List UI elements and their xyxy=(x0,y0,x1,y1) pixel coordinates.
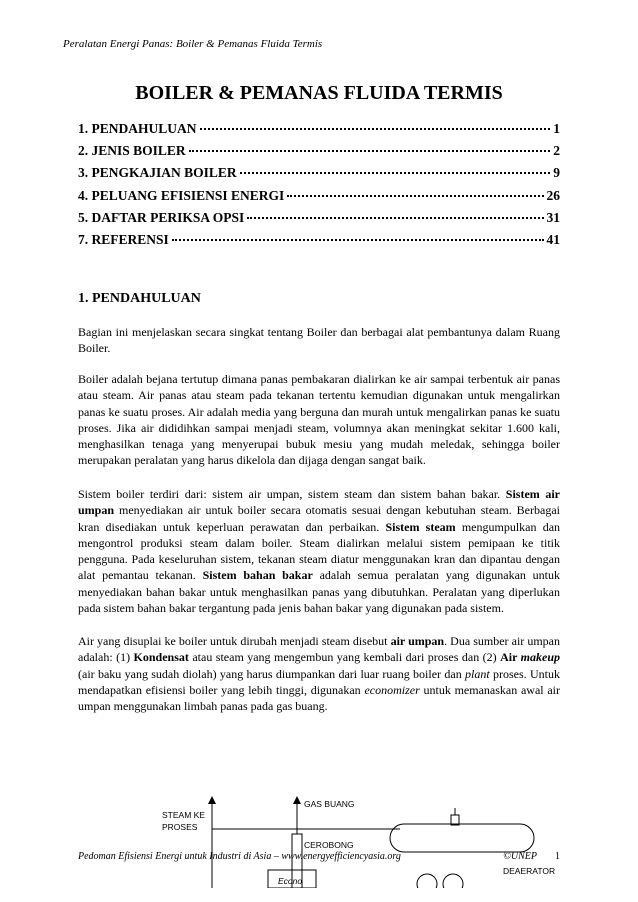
section-heading: 1. PENDAHULUAN xyxy=(78,291,201,306)
boiler-system-diagram xyxy=(0,788,638,888)
toc-entry-label: 7. REFERENSI xyxy=(78,231,169,247)
text-run: Sistem boiler terdiri dari: sistem air umpan, sistem steam dan sistem bahan bakar. xyxy=(78,487,506,501)
paragraph-feed-water xyxy=(78,633,560,714)
text-run: (air baku yang sudah diolah) yang harus diumpankan dari luar ruang boiler dan xyxy=(78,666,466,681)
toc-leader-dots xyxy=(200,128,551,130)
table-of-contents xyxy=(78,121,560,254)
text-run: adalah semua peralatan yang digunakan untuk menyediakan bahan bakar untuk menghasilkan panas yang dibutuhkan. Peralatan yang diperlukan pada sistem bahan bakar tergantung pada jenis bahan bakar yang digunakan pada sistem. xyxy=(78,568,560,616)
toc-leader-dots xyxy=(240,172,551,174)
running-header: Peralatan Energi Panas: Boiler & Pemanas Fluida Termis xyxy=(63,38,323,50)
bold-term: Sistem air umpan xyxy=(78,487,560,518)
toc-leader-dots xyxy=(247,217,543,219)
chimney-label: CEROBONG xyxy=(304,840,354,850)
economizer-label: Econo xyxy=(278,876,303,886)
document-title: BOILER & PEMANAS FLUIDA TERMIS xyxy=(135,82,503,104)
paragraph-boiler-system xyxy=(78,486,560,616)
footer-organization: ©UNEP xyxy=(503,851,537,862)
toc-entry-page: 1 xyxy=(553,121,560,136)
text-run: . Dua sumber air umpan adalah: (1) xyxy=(78,634,560,665)
italic-term: plant xyxy=(465,666,490,681)
deaerator-tank xyxy=(390,824,534,852)
toc-entry[interactable] xyxy=(78,121,560,143)
toc-entry-label: 1. PENDAHULUAN xyxy=(78,121,197,136)
arrow-up-icon xyxy=(208,796,216,804)
page-footer xyxy=(78,851,560,862)
toc-entry-label: 3. PENGKAJIAN BOILER xyxy=(78,165,237,181)
paragraph-boiler-definition: Boiler adalah bejana tertutup dimana panas pembakaran dialirkan ke air sampai terbentuk air panas atau steam. Air panas atau steam pada tekanan tertentu kemudian digunakan untuk mengalirkan panas ke suatu proses. Air adalah media yang berguna dan murah untuk mengalirkan panas ke suatu proses. Jika air dididihkan sampai menjadi steam, volumnya akan meningkat sekitar 1.600 kali, menghasilkan tenaga yang menyerupai bubuk mesiu yang mudah meledak, sehingga boiler merupakan peralatan yang harus dikelola dan dijaga dengan sangat baik. xyxy=(78,372,560,468)
toc-entry-label: 5. DAFTAR PERIKSA OPSI xyxy=(78,209,245,225)
bold-term: Sistem bahan bakar xyxy=(202,568,313,583)
toc-leader-dots xyxy=(189,150,551,152)
italic-term: economizer xyxy=(364,682,420,697)
toc-leader-dots xyxy=(172,239,544,241)
bold-italic-term: makeup xyxy=(520,650,561,665)
toc-entry[interactable] xyxy=(78,232,560,254)
text-run: untuk memanaskan awal air umpan menggunakan limbah panas pada gas buang. xyxy=(78,682,560,714)
arrow-up-icon xyxy=(293,796,301,804)
toc-entry[interactable] xyxy=(78,165,560,187)
toc-entry-page: 41 xyxy=(546,231,560,247)
bold-term: air umpan xyxy=(390,634,445,648)
toc-entry-page: 26 xyxy=(546,187,560,203)
toc-entry-label: 4. PELUANG EFISIENSI ENERGI xyxy=(78,187,285,203)
toc-entry[interactable] xyxy=(78,188,560,210)
toc-entry-page: 31 xyxy=(546,209,560,225)
toc-entry-page: 2 xyxy=(553,143,560,159)
steam-to-process-label: PROSES xyxy=(162,822,198,832)
toc-entry-page: 9 xyxy=(553,165,560,181)
bold-term: Air xyxy=(500,650,521,665)
deaerator-label: DEAERATOR xyxy=(503,866,556,876)
bold-term: Kondensat xyxy=(133,650,189,665)
toc-entry-label: 2. JENIS BOILER xyxy=(78,143,186,159)
toc-entry[interactable] xyxy=(78,210,560,232)
text-run: menyediakan air untuk boiler secara otomatis sesuai dengan kebutuhan steam. Berbagai kran disediakan untuk keperluan perawatan dan perbaikan. xyxy=(78,503,560,534)
pump-icon xyxy=(443,874,463,888)
page-number: 1 xyxy=(555,851,560,862)
text-run: mengumpulkan dan mengontrol produksi steam dalam boiler. Steam dialirkan melalui sistem pemipaan ke titik pengguna. Pada keseluruhan sistem, tekanan steam diatur menggunakan kran dan dipantau dengan alat pemantau tekanan. xyxy=(78,519,561,583)
exhaust-gas-label: GAS BUANG xyxy=(304,799,355,809)
text-run: Air yang disuplai ke boiler untuk dirubah menjadi steam disebut xyxy=(78,634,391,648)
paragraph-intro: Bagian ini menjelaskan secara singkat tentang Boiler dan berbagai alat pembantunya dalam Ruang Boiler. xyxy=(78,325,560,356)
steam-to-process-label: STEAM KE xyxy=(162,810,205,820)
bold-term: Sistem steam xyxy=(385,519,456,534)
footer-source: Pedoman Efisiensi Energi untuk Industri di Asia – www.energyefficiencyasia.org xyxy=(78,851,401,862)
text-run: proses. Untuk mendapatkan efisiensi boiler yang lebih tinggi, digunakan xyxy=(78,666,560,697)
text-run: atau steam yang mengembun yang kembali dari proses dan (2) xyxy=(188,650,501,665)
toc-entry[interactable] xyxy=(78,143,560,165)
toc-leader-dots xyxy=(287,195,543,197)
pump-icon xyxy=(417,874,437,888)
